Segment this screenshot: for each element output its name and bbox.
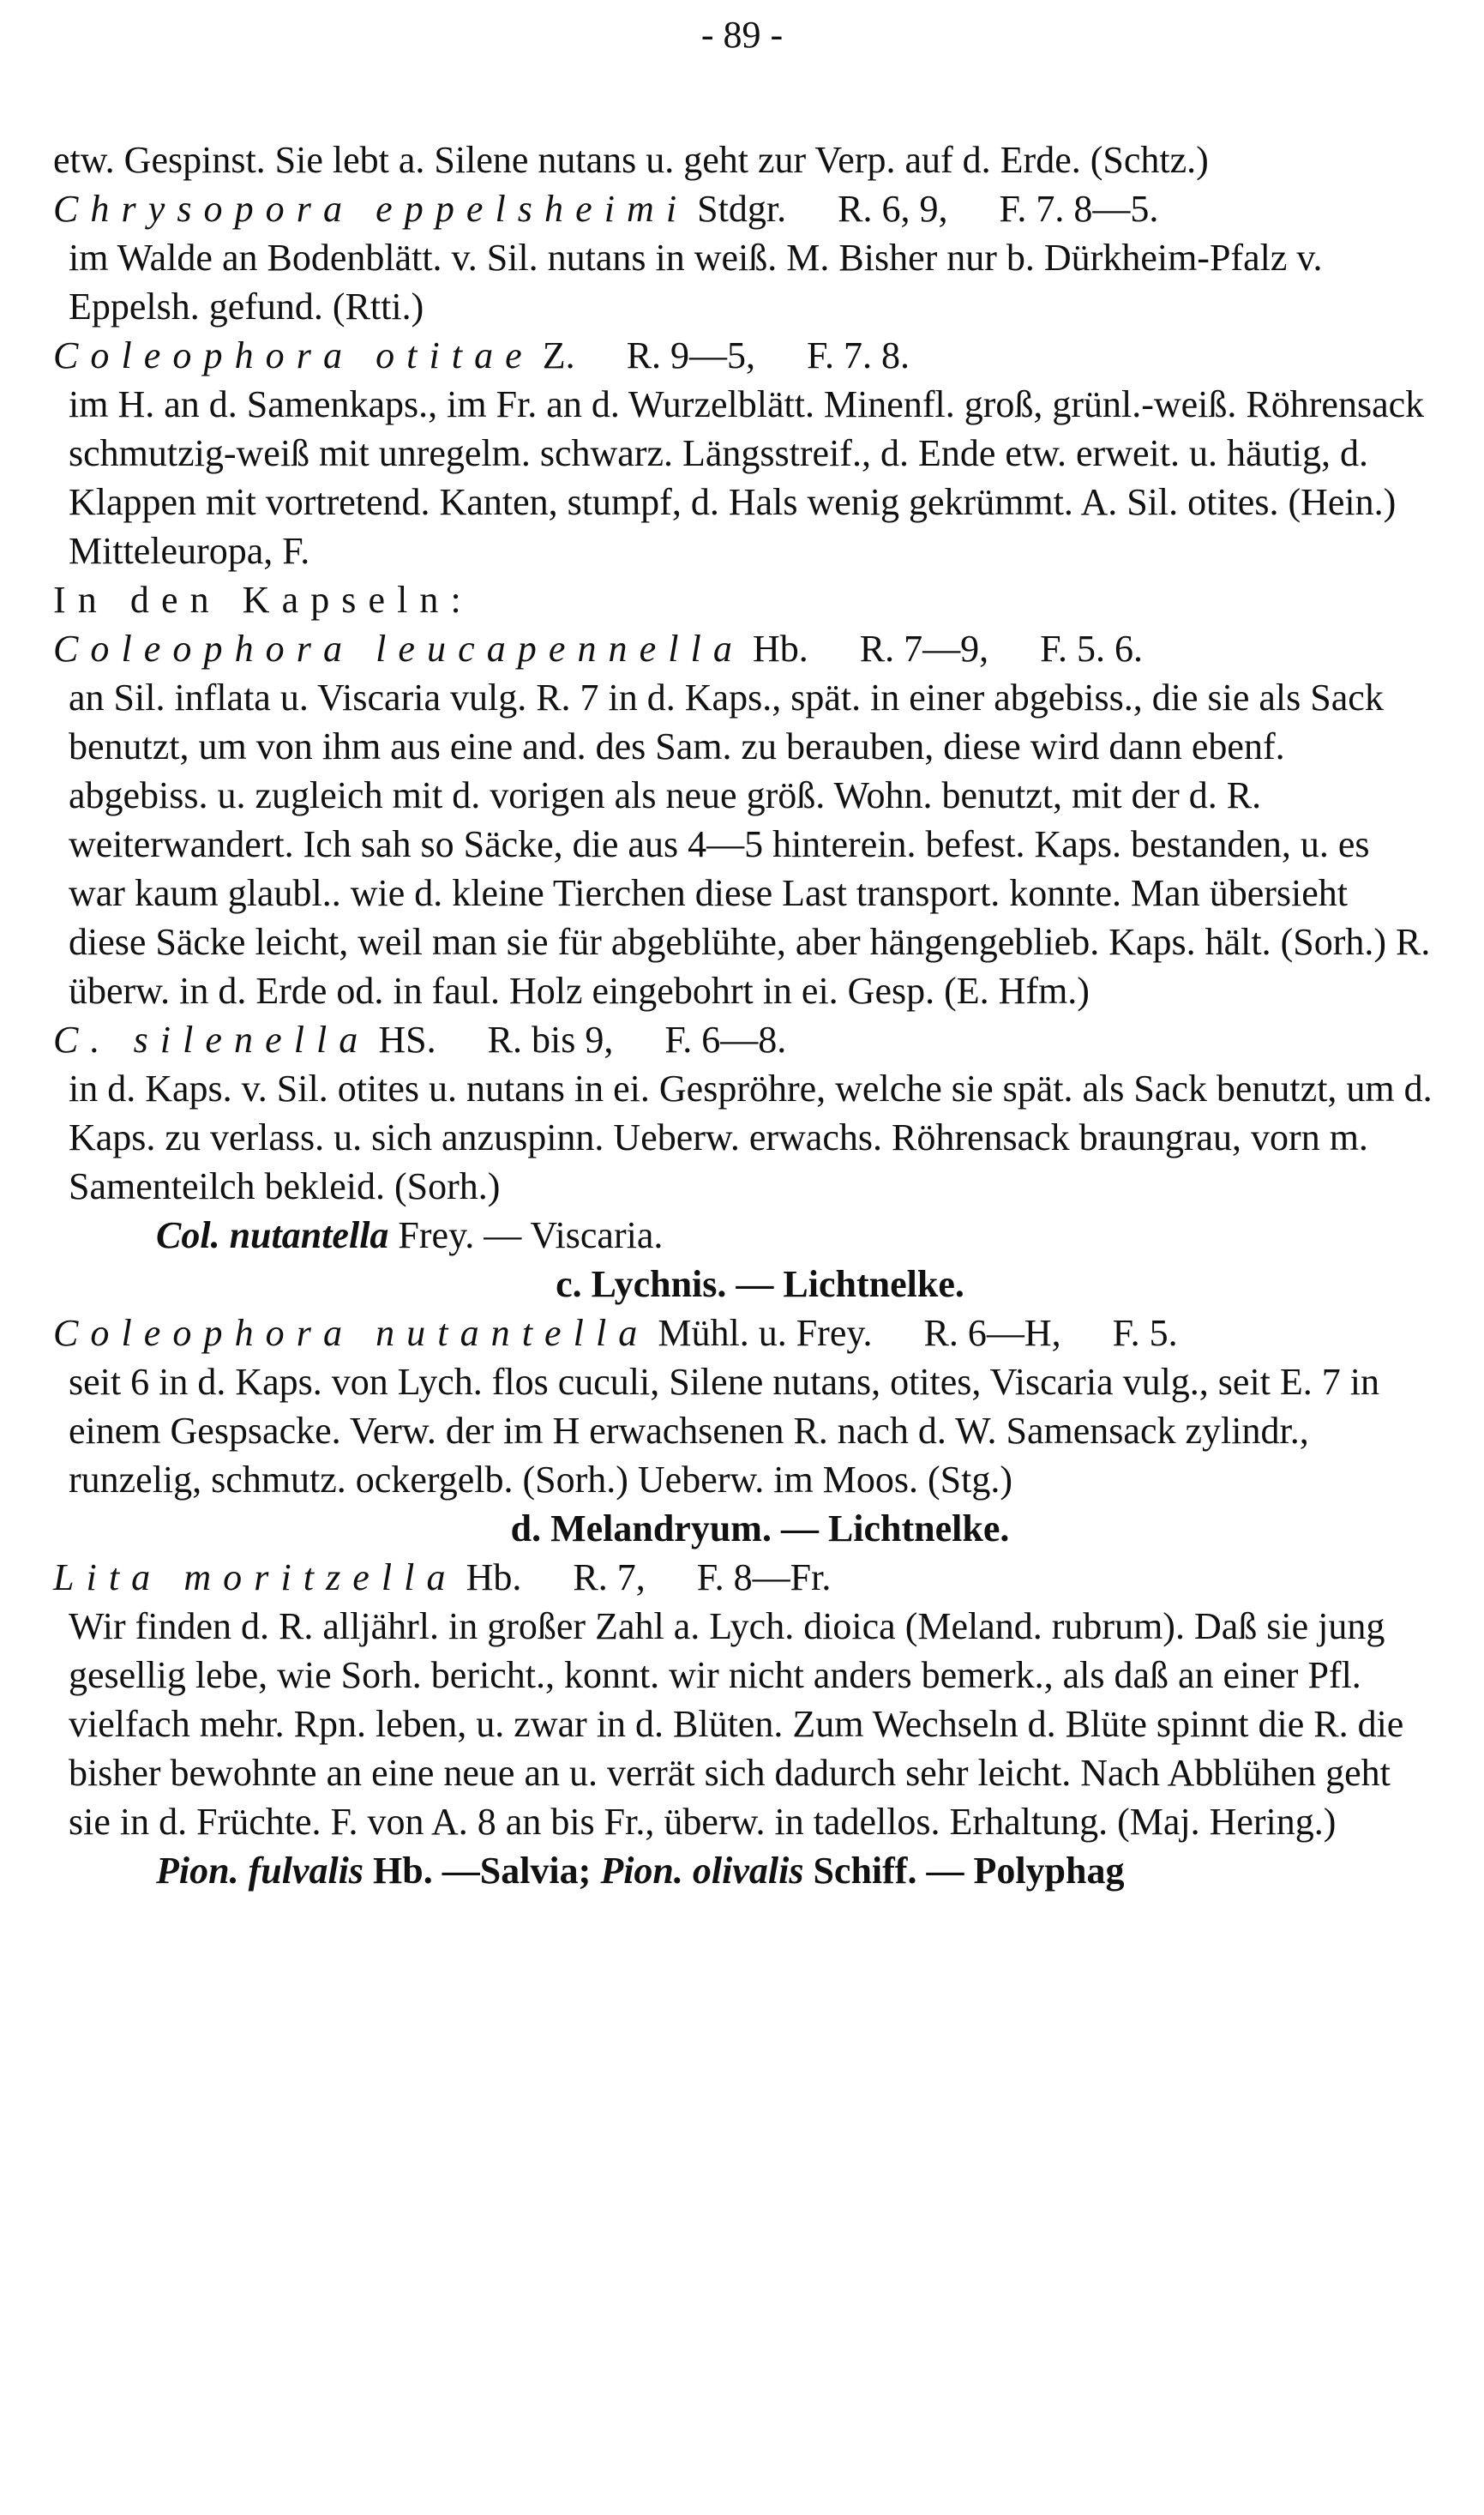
larva-months: R. 9—5, — [626, 334, 756, 376]
last-line — [53, 1846, 1433, 1895]
species-name: Coleophora nutantella — [53, 1312, 650, 1354]
entry-coleophora-otitae — [53, 331, 1433, 575]
flight-months: F. 6—8. — [664, 1019, 787, 1061]
species-author: Hb. — [466, 1556, 522, 1598]
subheading-melandryum: d. Melandryum. — Lichtnelke. — [510, 1507, 1010, 1549]
species-name: C. silenella — [53, 1019, 370, 1061]
flight-months: F. 5. 6. — [1040, 628, 1144, 670]
pion-olivalis-rest: Schiff. — Polyphag — [813, 1850, 1125, 1892]
flight-months: F. 5. — [1112, 1312, 1178, 1354]
page-number: - 89 - — [700, 14, 784, 56]
entry-heading — [53, 1309, 1433, 1357]
synonym-rest: Frey. — Viscaria. — [398, 1214, 664, 1256]
species-name: Coleophora otitae — [53, 334, 534, 376]
larva-months: R. 7, — [573, 1556, 646, 1598]
entry-text: im H. an d. Samenkaps., im Fr. an d. Wurzelblätt. Minenfl. groß, grünl.-weiß. Röhrensack schmutzig-weiß mit unregelm. schwarz. Längsstreif., d. Ende etw. erweit. u. häutig, d. Klappen mit vortretend. Kanten, stumpf, d. Hals wenig gekrümmt. A. Sil. otites. (Hein.) Mitteleuropa, F. — [69, 383, 1425, 572]
entry-heading — [53, 1015, 1433, 1064]
entry-text: an Sil. inflata u. Viscaria vulg. R. 7 in d. Kaps., spät. in einer abgebiss., die sie als Sack benutzt, um von ihm aus eine and. des Sam. zu berauben, diese wird dann ebenf. abgebiss. u. zugleich mit d. vorigen als neue größ. Wohn. benutzt, mit der d. R. weiterwandert. Ich sah so Säcke, die aus 4—5 hinterein. befest. Kaps. bestanden, u. es war kaum glaubl.. wie d. kleine Tierchen diese Last transport. konnte. Man übersieht diese Säcke leicht, weil man sie für abgeblühte, aber hängengeblieb. Kaps. hält. (Sorh.) R. überw. in d. Erde od. in faul. Holz eingebohrt in ei. Gesp. (E. Hfm.) — [69, 677, 1431, 1012]
flight-months: F. 7. 8—5. — [999, 188, 1159, 230]
entry-text: im Walde an Bodenblätt. v. Sil. nutans in weiß. M. Bisher nur b. Dürkheim-Pfalz v. Eppelsh. gefund. (Rtti.) — [69, 237, 1323, 328]
entry-text: Wir finden d. R. alljährl. in großer Zahl a. Lych. dioica (Meland. rubrum). Daß sie jung gesellig lebe, wie Sorh. bericht., konnt. wir nicht anders bemerk., als daß an einer Pfl. vielfach mehr. Rpn. leben, u. zwar in d. Blüten. Zum Wechseln d. Blüte spinnt die R. die bisher bewohnte an eine neue an u. verrät sich dadurch sehr leicht. Nach Abblühen geht sie in d. Früchte. F. von A. 8 an bis Fr., überw. in tadellos. Erhaltung. (Maj. Hering.) — [69, 1605, 1404, 1843]
species-name: Lita moritzella — [53, 1556, 458, 1598]
entry-heading — [53, 1553, 1433, 1602]
species-name: Chrysopora eppelsheimi — [53, 188, 689, 230]
entry-leucapennella — [53, 624, 1433, 1015]
flight-months: F. 8—Fr. — [696, 1556, 832, 1598]
entry-text: seit 6 in d. Kaps. von Lych. flos cuculi, Silene nutans, otites, Viscaria vulg., seit E. 7 in einem Gespsacke. Verw. der im H erwachsenen R. nach d. W. Samensack zylindr., runzelig, schmutz. ockergelb. (Sorh.) Ueberw. im Moos. (Stg.) — [69, 1361, 1379, 1501]
entry-heading — [53, 184, 1433, 233]
larva-months: R. bis 9, — [487, 1019, 614, 1061]
synonym-line — [53, 1211, 1433, 1260]
larva-months: R. 6—H, — [923, 1312, 1061, 1354]
entry-chrysopora — [53, 184, 1433, 331]
larva-months: R. 6, 9, — [838, 188, 948, 230]
species-author: Stdgr. — [697, 188, 787, 230]
page-content — [53, 135, 1433, 1895]
entry-text: in d. Kaps. v. Sil. otites u. nutans in ei. Gespröhre, welche sie spät. als Sack benutzt, um d. Kaps. zu verlass. u. sich anzuspinn. Ueberw. erwachs. Röhrensack braungrau, vorn m. Samenteilch bekleid. (Sorh.) — [69, 1068, 1433, 1207]
species-author: Mühl. u. Frey. — [658, 1312, 873, 1354]
pion-olivalis: Pion. olivalis — [600, 1850, 804, 1892]
species-name: Coleophora leucapennella — [53, 628, 744, 670]
entry-silenella — [53, 1015, 1433, 1211]
entry-heading — [53, 624, 1433, 673]
pion-fulvalis: Pion. fulvalis — [156, 1850, 364, 1892]
section-heading-capsules: In den Kapseln: — [53, 579, 473, 621]
species-author: Z. — [542, 334, 575, 376]
species-author: HS. — [378, 1019, 436, 1061]
intro-text: etw. Gespinst. Sie lebt a. Silene nutans u. geht zur Verp. auf d. Erde. (Schtz.) — [53, 139, 1209, 181]
entry-moritzella — [53, 1553, 1433, 1846]
synonym-name: Col. nutantella — [156, 1214, 389, 1256]
species-author: Hb. — [752, 628, 808, 670]
larva-months: R. 7—9, — [859, 628, 989, 670]
salvia-text: —Salvia; — [442, 1850, 592, 1892]
entry-heading — [53, 331, 1433, 380]
subheading-lychnis: c. Lychnis. — Lichtnelke. — [556, 1263, 964, 1305]
pion-fulvalis-author: Hb. — [373, 1850, 433, 1892]
flight-months: F. 7. 8. — [807, 334, 910, 376]
entry-nutantella — [53, 1309, 1433, 1504]
